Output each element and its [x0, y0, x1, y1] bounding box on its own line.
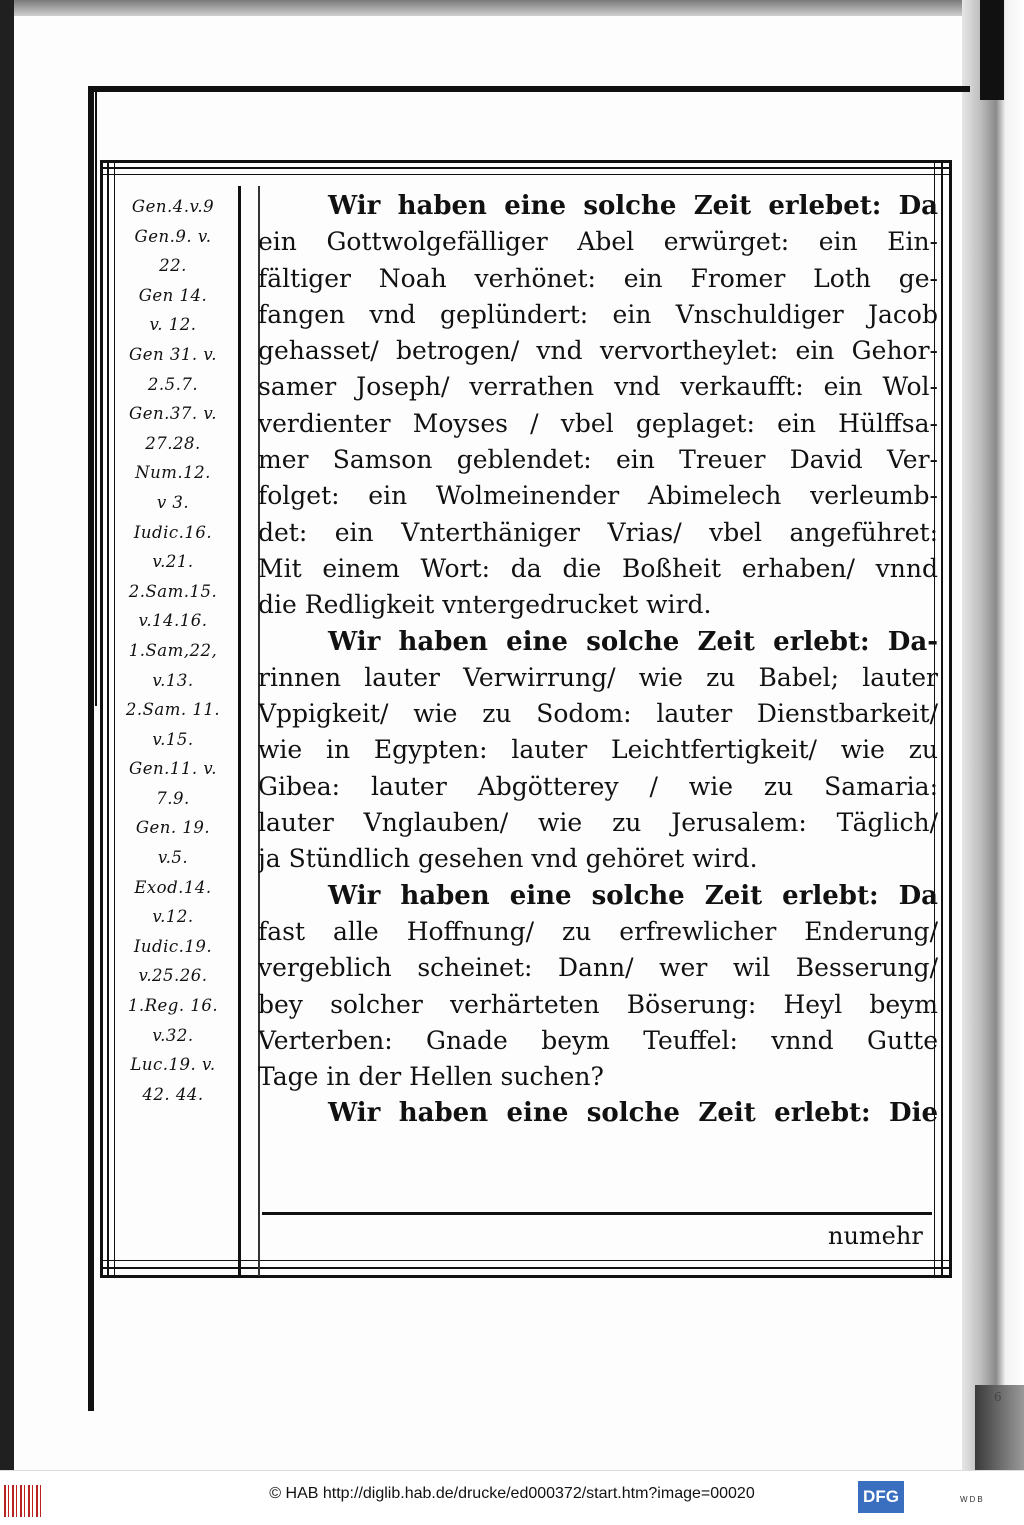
text-line: vergeblich scheinet: Dann/ wer wil Besserung/ [258, 953, 938, 983]
margin-reference: v.21. [152, 552, 194, 572]
margin-reference: 7.9. [156, 788, 190, 808]
margin-reference: Gen. 19. [135, 818, 211, 838]
text-line: Mit einem Wort: da die Boßheit erhaben/ vnnd [258, 553, 938, 583]
margin-reference: Gen 14. [138, 285, 208, 305]
margin-reference: v.12. [152, 907, 194, 927]
margin-reference: 22. [159, 256, 187, 276]
outer-left-rule-thin [95, 86, 97, 706]
margin-reference: Iudic.19. [133, 936, 213, 956]
text-line: mer Samson geblendet: ein Treuer David Ver- [258, 445, 938, 475]
text-line: Tage in der Hellen suchen? [258, 1062, 604, 1092]
text-line: fast alle Hoffnung/ zu erfrewlicher Enderung/ [258, 916, 938, 946]
margin-reference: Iudic.16. [133, 522, 213, 542]
margin-reference: Luc.19. v. [130, 1055, 216, 1075]
outer-left-rule [88, 86, 94, 1411]
frame-left-rule-2 [107, 160, 109, 1278]
margin-reference: v.25.26. [138, 966, 208, 986]
text-line: bey solcher verhärteten Böserung: Heyl beym [258, 989, 938, 1019]
scan-right-shadow [980, 0, 1004, 100]
page-number: 6 [994, 1390, 1002, 1404]
margin-reference: 2.5.7. [147, 374, 199, 394]
wdb-mark: WDB [960, 1495, 985, 1504]
margin-reference: 2.Sam. 11. [125, 700, 221, 720]
margin-reference: Num.12. [135, 463, 211, 483]
frame-bottom-rule-3 [100, 1275, 952, 1278]
margin-references [112, 192, 234, 1109]
frame-top-rule-2 [100, 167, 952, 169]
margin-reference: v.15. [152, 729, 194, 749]
frame-right-rule-3 [949, 160, 952, 1278]
scan-left-edge [0, 0, 14, 1470]
margin-reference: Gen.11. v. [129, 759, 217, 779]
viewer-footer [0, 1470, 1024, 1525]
text-line: Gibea: lauter Abgötterey / wie zu Samaria: [258, 771, 938, 801]
paragraph-heading: Wir haben eine solche Zeit erlebet: Da [328, 191, 938, 221]
frame-left-rule-1 [100, 160, 103, 1278]
margin-reference: 42. 44. [142, 1084, 204, 1104]
margin-reference: Gen 31. v. [129, 344, 217, 364]
copyright-link[interactable]: © HAB http://diglib.hab.de/drucke/ed000372/start.htm?image=00020 [269, 1485, 755, 1502]
frame-top-rule-3 [100, 174, 952, 175]
frame-top-rule-1 [100, 160, 952, 163]
text-line: rinnen lauter Verwirrung/ wie zu Babel; lauter [258, 662, 938, 692]
text-line: lauter Vnglauben/ wie zu Jerusalem: Täglich/ [258, 808, 938, 838]
text-line: wie in Egypten: lauter Leichtfertigkeit/ wie zu [258, 735, 938, 765]
margin-reference: Exod.14. [134, 877, 212, 897]
paragraph-heading: Wir haben eine solche Zeit erlebt: Die [328, 1098, 938, 1129]
paragraph-heading: Wir haben eine solche Zeit erlebt: Da- [328, 626, 938, 657]
frame-right-rule-2 [941, 160, 943, 1278]
margin-reference: 27.28. [145, 433, 201, 453]
text-line: Verterben: Gnade beym Teuffel: vnnd Gutte [258, 1025, 938, 1055]
text-line: ja Stündlich gesehen vnd gehöret wird. [258, 844, 758, 874]
text-line: det: ein Vnterthäniger Vrias/ vbel angeführet: [258, 517, 938, 547]
margin-reference: 2.Sam.15. [128, 581, 218, 601]
text-line: die Redligkeit vntergedrucket wird. [258, 590, 712, 620]
margin-reference: Gen.4.v.9 [131, 197, 215, 216]
frame-bottom-rule-2 [100, 1267, 952, 1269]
margin-reference: v.13. [152, 670, 194, 690]
frame-bottom-rule-1 [100, 1260, 952, 1261]
margin-reference: v.5. [157, 848, 189, 868]
text-line: fältiger Noah verhönet: ein Fromer Loth ge- [258, 263, 938, 293]
margin-reference: Gen.9. v. [134, 226, 212, 246]
text-line: folget: ein Wolmeinender Abimelech verleumb- [258, 481, 938, 511]
paragraph-heading: Wir haben eine solche Zeit erlebt: Da [328, 880, 938, 911]
body-text [258, 188, 938, 1132]
text-line: gehasset/ betrogen/ vnd vervortheylet: ein Gehor- [258, 336, 938, 366]
margin-reference: 1.Sam,22, [128, 640, 218, 660]
margin-reference: v.14.16. [138, 611, 208, 631]
margin-reference: 1.Reg. 16. [127, 996, 219, 1016]
text-line: samer Joseph/ verrathen vnd verkaufft: ein Wol- [258, 372, 938, 402]
outer-top-rule [88, 86, 970, 92]
text-line: ein Gottwolgefälliger Abel erwürget: ein Ein- [258, 227, 938, 257]
scan-right-edge [962, 0, 1024, 1470]
dfg-logo[interactable]: DFG [858, 1481, 904, 1513]
margin-reference: Gen.37. v. [129, 404, 217, 424]
column-divider [238, 186, 241, 1276]
margin-reference: v 3. [156, 492, 190, 512]
text-line: verdienter Moyses / vbel geplaget: ein Hülffsa- [258, 408, 938, 438]
margin-reference: v.32. [152, 1025, 194, 1045]
text-line: Vppigkeit/ wie zu Sodom: lauter Dienstbarkeit/ [258, 699, 938, 729]
scan-top-edge [0, 0, 1024, 16]
text-line: fangen vnd geplündert: ein Vnschuldiger Jacob [258, 299, 938, 329]
text-bottom-rule [262, 1212, 932, 1215]
catchword: numehr [828, 1222, 923, 1250]
margin-reference: v. 12. [149, 315, 197, 335]
